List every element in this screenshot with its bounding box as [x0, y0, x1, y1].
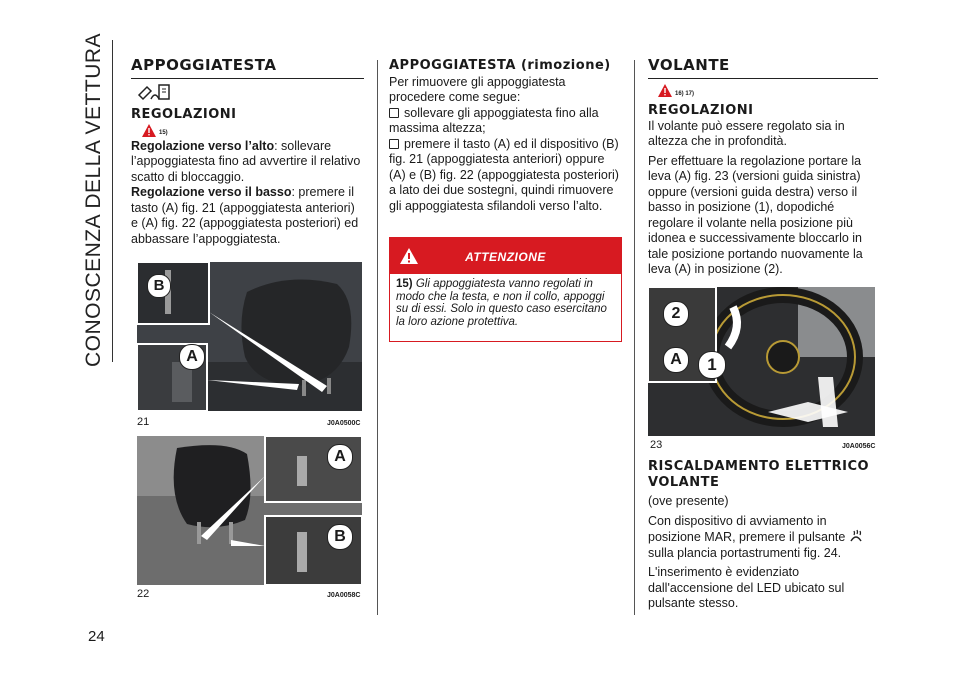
steering-heat-icon	[849, 529, 863, 543]
label-a-badge: A	[327, 444, 353, 470]
warning-text: Gli appoggiatesta vanno regolati in modo che la testa, e non il collo, appoggi su di essi. Solo in questo caso esercitano la loro azione protettiva.	[396, 278, 607, 328]
warning-body	[390, 274, 621, 332]
section-heading: APPOGGIATESTA (rimozione)	[389, 58, 611, 73]
subsection-heading: REGOLAZIONI	[131, 107, 237, 122]
column-2	[389, 58, 621, 214]
warning-header	[390, 238, 621, 274]
bold-lead: Regolazione verso l’alto	[131, 138, 275, 153]
column-1	[131, 58, 364, 247]
paragraph: L'inserimento è evidenziato dall'accensione del LED ubicato sul pulsante stesso.	[648, 565, 845, 610]
paragraph: (ove presente)	[648, 494, 729, 508]
figure-code: J0A0500C	[327, 420, 361, 427]
warning-ref: 16) 17)	[648, 79, 878, 99]
warning-triangle-icon	[142, 124, 156, 137]
figure-code: J0A0056C	[842, 443, 876, 450]
label-a-badge: A	[179, 344, 205, 370]
section-heading: VOLANTE	[648, 56, 730, 74]
warning-ref: 15)	[131, 123, 364, 139]
column-divider	[377, 60, 378, 615]
figure-22-photo	[137, 436, 362, 585]
label-1-badge: 1	[698, 351, 726, 379]
bold-lead: Regolazione verso il basso	[131, 185, 292, 199]
checkbox-bullet-icon	[389, 108, 399, 118]
column-divider	[634, 60, 635, 615]
figure-21-photo	[137, 262, 362, 411]
label-b-badge: B	[147, 274, 171, 298]
checkbox-bullet-icon	[389, 139, 399, 149]
warning-box	[389, 237, 622, 342]
paragraph: : premere il tasto (A) fig. 21 (appoggiatesta anteriori) e (A) fig. 22 (appoggiatesta posteriori) ed abbassare l’appoggiatesta.	[131, 185, 359, 246]
subsection-heading: RISCALDAMENTO ELETTRICO VOLANTE	[648, 459, 870, 490]
figure-number: 22	[137, 588, 150, 600]
label-b-badge: B	[327, 524, 353, 550]
figure-number: 21	[137, 416, 150, 428]
paragraph: : sollevare l’appoggiatesta fino ad avvertire il relativo scatto di bloccaggio.	[131, 138, 361, 184]
warning-triangle-icon	[658, 84, 672, 97]
section-heading: APPOGGIATESTA	[131, 56, 277, 74]
figure-23-photo	[648, 287, 875, 436]
paragraph: Per effettuare la regolazione portare la leva (A) fig. 23 (versioni guida sinistra) oppure (versioni guida destra) verso il basso in posizione (1), dopodiché regolare il volante nella posizione più idonea e successivamente bloccarlo in tale posizione portando nuovamente la leva (A) in posizione (2).	[648, 153, 863, 276]
paragraph: Con dispositivo di avviamento in posizione MAR, premere il pulsante	[648, 513, 846, 544]
page-number: 24	[88, 628, 105, 645]
label-2-badge: 2	[663, 301, 689, 327]
paragraph: Per rimuovere gli appoggiatesta procedere come segue:	[389, 74, 566, 104]
list-item: premere il tasto (A) ed il dispositivo (B) fig. 21 (appoggiatesta anteriori) oppure (A) e (B) fig. 22 (appoggiatesta posteriori) a lato dei due sostegni, quindi rimuovere gli appoggiatesta sfilandoli verso l’alto.	[389, 136, 619, 213]
column-3	[648, 58, 878, 278]
label-a-badge: A	[663, 347, 689, 373]
manual-book-icon	[131, 79, 364, 103]
list-item: sollevare gli appoggiatesta fino alla massima altezza;	[389, 105, 599, 135]
subsection-heading: REGOLAZIONI	[648, 103, 754, 118]
paragraph: Il volante può essere regolato sia in altezza che in profondità.	[648, 118, 845, 148]
figure-number: 23	[650, 439, 663, 451]
warning-title: ATTENZIONE	[465, 250, 546, 264]
warning-number: 15)	[396, 278, 413, 290]
figure-code: J0A0058C	[327, 592, 361, 599]
side-section-title: CONOSCENZA DELLA VETTURA	[82, 32, 105, 368]
paragraph: sulla plancia portastrumenti fig. 24.	[648, 545, 842, 560]
side-rule	[112, 40, 113, 362]
column-3-lower	[648, 459, 878, 612]
